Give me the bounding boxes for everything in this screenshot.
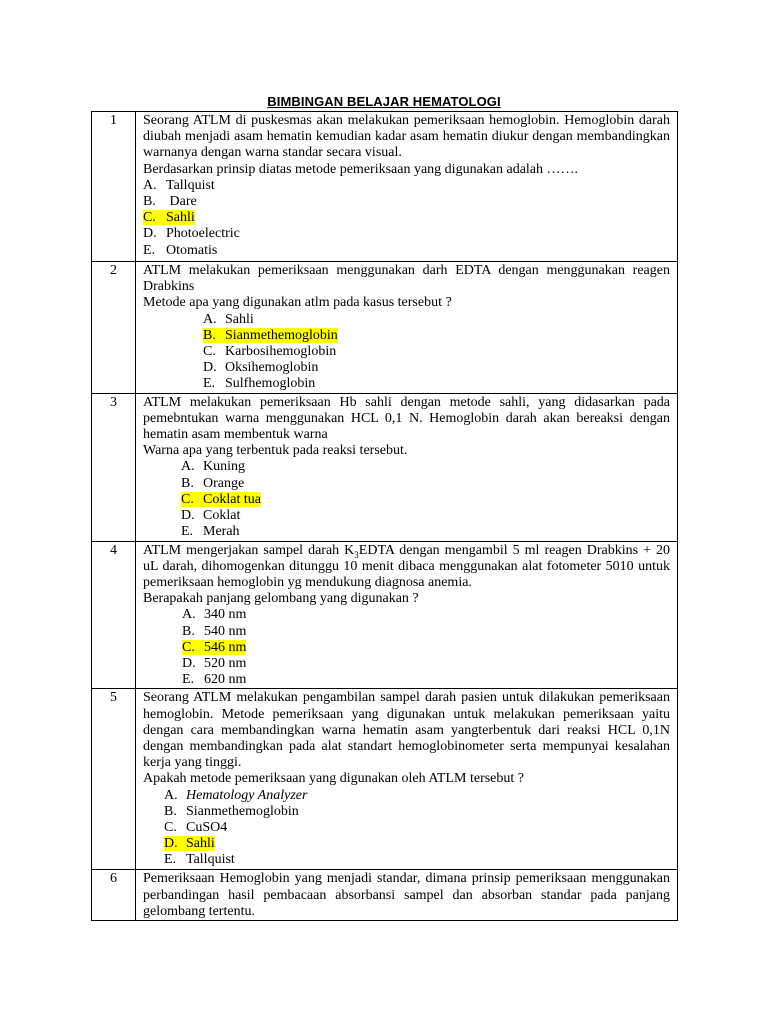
option-letter: C. <box>164 820 177 836</box>
option-text: Photoelectric <box>166 226 240 242</box>
option-letter: E. <box>164 852 177 868</box>
option-letter: E. <box>181 524 194 540</box>
option-text: Sahli <box>166 210 195 226</box>
option-letter: A. <box>143 177 157 193</box>
option-d <box>143 226 670 242</box>
option-b <box>181 476 670 492</box>
question-number: 5 <box>92 689 136 870</box>
option-text: Sianmethemoglobin <box>186 803 299 819</box>
option-letter: A. <box>164 787 178 803</box>
option-text: Karbosihemoglobin <box>225 344 337 360</box>
question-stem: Seorang ATLM di puskesmas akan melakukan pemeriksaan hemoglobin. Hemoglobin darah diubah menjadi asam hematin kemudian kadar asam hematin diukur dengan membandingkan warnanya dengan warna standar secara visual. <box>143 113 670 161</box>
option-a <box>164 788 670 804</box>
question-row-5 <box>92 689 678 870</box>
option-text: Coklat <box>203 508 241 524</box>
option-text: Tallquist <box>166 177 215 193</box>
option-text: Merah <box>203 524 240 540</box>
option-letter: C. <box>181 491 194 507</box>
option-a <box>181 459 670 475</box>
question-stem: ATLM melakukan pemeriksaan menggunakan darh EDTA dengan menggunakan reagen Drabkins <box>143 263 670 295</box>
option-letter: B. <box>182 623 195 639</box>
option-e <box>181 524 670 540</box>
document-title: BIMBINGAN BELAJAR HEMATOLOGI <box>267 94 501 109</box>
option-d <box>182 656 670 672</box>
option-c <box>203 344 670 360</box>
option-e <box>143 243 670 259</box>
subscript: 3 <box>354 549 359 560</box>
question-body <box>136 689 678 870</box>
question-row-1 <box>92 112 678 262</box>
question-stem: ATLM melakukan pemeriksaan Hb sahli dengan metode sahli, yang didasarkan pada pemebntukan warna menggunakan HCL 0,1 N. Hemoglobin darah akan bereaksi dengan hematin asam membentuk warna <box>143 394 670 443</box>
question-number: 1 <box>92 112 136 262</box>
question-number: 4 <box>92 541 136 689</box>
question-body <box>136 541 678 689</box>
answer-highlight <box>181 492 261 507</box>
option-c <box>164 820 670 836</box>
stem-text-start: ATLM mengerjakan sampel darah K <box>143 542 355 558</box>
question-prompt: Berapakah panjang gelombang yang digunakan ? <box>143 591 419 607</box>
question-number: 3 <box>92 393 136 541</box>
option-d <box>203 360 670 376</box>
option-a <box>203 312 670 328</box>
option-text: Oksihemoglobin <box>225 360 319 376</box>
question-prompt: Warna apa yang terbentuk pada reaksi tersebut. <box>143 443 408 459</box>
option-letter: B. <box>181 475 194 491</box>
option-text: Coklat tua <box>203 491 261 507</box>
question-body <box>136 393 678 541</box>
answer-highlight <box>164 836 215 851</box>
option-text: Hematology Analyzer <box>186 787 308 803</box>
question-table <box>91 111 678 921</box>
option-letter: B. <box>203 327 216 343</box>
option-text: Sahli <box>186 836 215 852</box>
option-text: 540 nm <box>204 623 247 639</box>
answer-highlight <box>182 640 246 655</box>
option-text: CuSO4 <box>186 820 228 836</box>
option-text: 546 nm <box>204 639 247 655</box>
question-number: 6 <box>92 870 136 921</box>
option-letter: D. <box>203 360 217 376</box>
question-row-3 <box>92 393 678 541</box>
option-b <box>143 194 670 210</box>
option-letter: E. <box>143 242 156 258</box>
option-a <box>143 178 670 194</box>
question-prompt: Metode apa yang digunakan atlm pada kasus tersebut ? <box>143 295 452 311</box>
option-letter: B. <box>164 803 177 819</box>
stem-text-rest: EDTA dengan mengambil 5 ml reagen Drabkins + 20 uL darah, dihomogenkan ditunggu 10 menit dibaca menggunakan alat fotometer 5010 untuk pemeriksaan hemoglobin yg mendukung diagnosa anemia. <box>143 542 670 591</box>
option-letter: D. <box>143 226 157 242</box>
question-stem: Seorang ATLM melakukan pengambilan sampel darah pasien untuk dilakukan pemeriksaan hemoglobin. Metode pemeriksaan yang digunakan untuk melakukan pemeriksaan yaitu dengan cara membandingkan warna hematin asam yangterbentuk dari reaksi HCL 0,1N dengan membandingkan pada alat standart hemoglobinometer serta mempunyai kesalahan kerja yang tinggi. <box>143 690 670 771</box>
option-text: Sulfhemoglobin <box>225 376 316 392</box>
option-text: Dare <box>166 194 197 210</box>
question-number: 2 <box>92 262 136 394</box>
option-letter: A. <box>181 459 195 475</box>
option-text: 340 nm <box>204 607 247 623</box>
question-row-6 <box>92 870 678 921</box>
question-prompt: Apakah metode pemeriksaan yang digunakan oleh ATLM tersebut ? <box>143 771 524 787</box>
question-body <box>136 112 678 262</box>
option-letter: C. <box>182 639 195 655</box>
option-c-answer <box>143 210 670 226</box>
question-stem <box>143 543 670 592</box>
option-list <box>143 178 670 259</box>
option-a <box>182 607 670 623</box>
option-letter: D. <box>182 656 196 672</box>
option-list <box>143 459 670 540</box>
option-c-answer <box>181 492 670 508</box>
option-letter: B. <box>143 194 156 210</box>
option-letter: E. <box>182 672 195 688</box>
option-b-answer <box>203 328 670 344</box>
question-row-2 <box>92 262 678 394</box>
option-b <box>182 624 670 640</box>
option-d-answer <box>164 836 670 852</box>
option-text: Sahli <box>225 311 254 327</box>
question-body <box>136 870 678 921</box>
option-e <box>164 852 670 868</box>
answer-highlight <box>143 210 195 225</box>
answer-highlight <box>203 328 338 343</box>
question-body <box>136 262 678 394</box>
option-text: 620 nm <box>204 672 247 688</box>
option-e <box>203 376 670 392</box>
option-text: Orange <box>203 475 245 491</box>
option-e <box>182 672 670 688</box>
option-letter: D. <box>181 508 195 524</box>
option-letter: A. <box>203 311 217 327</box>
option-text: 520 nm <box>204 656 247 672</box>
option-b <box>164 804 670 820</box>
option-letter: E. <box>203 376 216 392</box>
option-letter: D. <box>164 836 178 852</box>
option-text: Otomatis <box>166 242 218 258</box>
option-letter: A. <box>182 607 196 623</box>
option-letter: C. <box>203 344 216 360</box>
question-prompt: Berdasarkan prinsip diatas metode pemeriksaan yang digunakan adalah ……. <box>143 161 579 177</box>
option-d <box>181 508 670 524</box>
question-row-4 <box>92 541 678 689</box>
question-stem: Pemeriksaan Hemoglobin yang menjadi standar, dimana prinsip pemeriksaan menggunakan perbandingan hasil pembacaan absorbansi sampel dan absorban standar pada panjang gelombang tertentu. <box>143 871 670 919</box>
option-list <box>143 607 670 688</box>
option-text: Kuning <box>203 459 245 475</box>
option-letter: C. <box>143 210 156 226</box>
option-list <box>143 312 670 393</box>
option-text: Tallquist <box>186 852 235 868</box>
option-list <box>143 788 670 869</box>
option-c-answer <box>182 640 670 656</box>
option-text: Sianmethemoglobin <box>225 327 338 343</box>
